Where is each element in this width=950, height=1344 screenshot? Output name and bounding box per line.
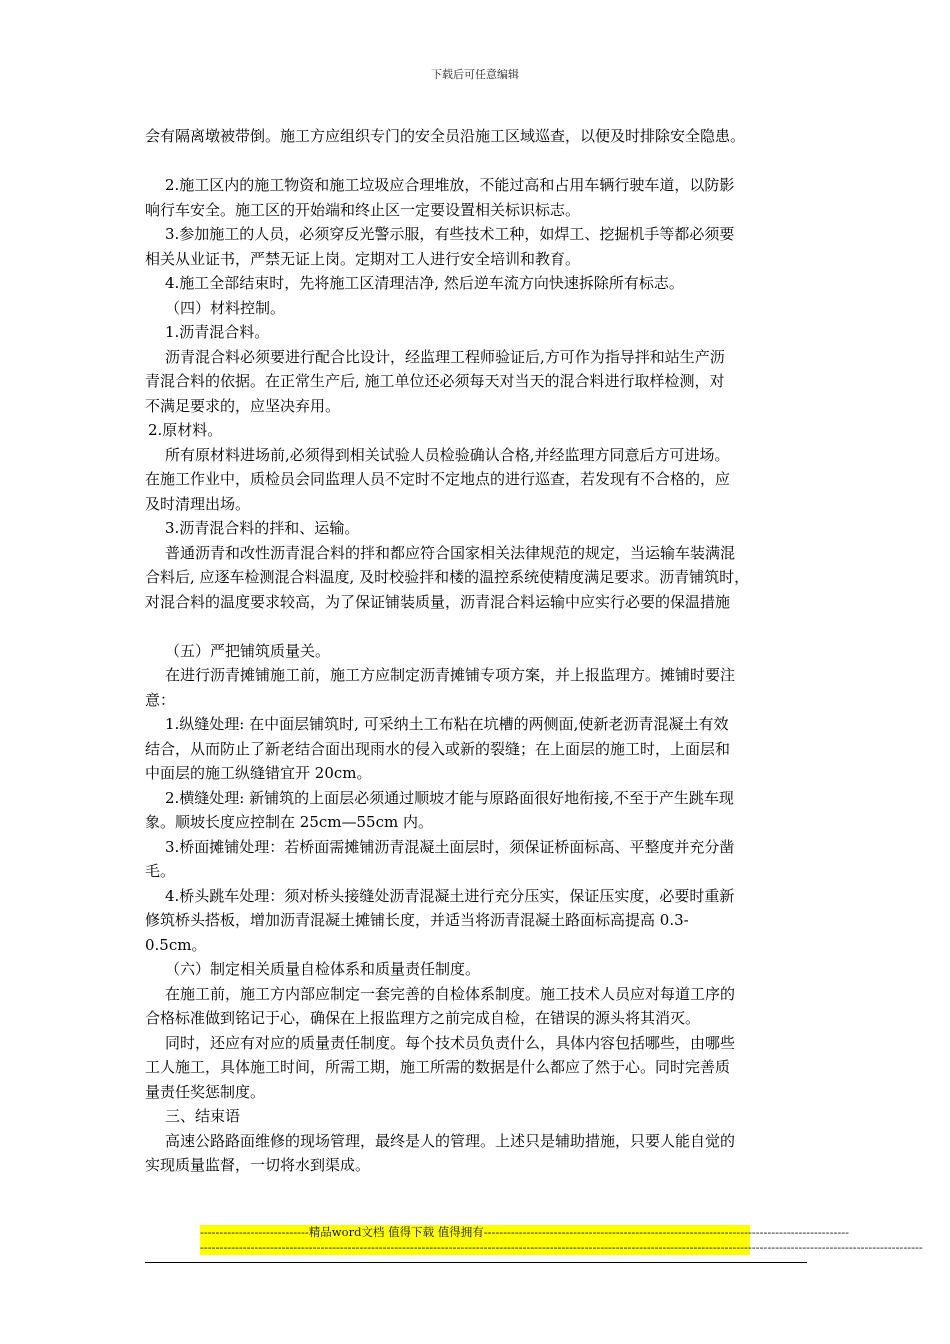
- text-line: 及时清理出场。: [145, 494, 251, 513]
- text-line: 青混合料的依据。在正常生产后, 施工单位还必须每天对当天的混合料进行取样检测，对: [145, 372, 725, 390]
- text-line: 0.5cm。: [145, 935, 207, 954]
- text-line: 对混合料的温度要求较高，为了保证铺装质量，沥青混合料运输中应实行必要的保温措施: [145, 592, 731, 611]
- text-line: 中面层的施工纵缝错宜开 20cm。: [145, 764, 372, 782]
- blank-line: [145, 149, 810, 174]
- text-line: 响行车安全。施工区的开始端和终止区一定要设置相关标识标志。: [145, 200, 581, 219]
- text-line: 不满足要求的，应坚决弃用。: [145, 396, 341, 415]
- text-line: 三、结束语: [165, 1107, 241, 1125]
- text-line: 4.桥头跳车处理：须对桥头接缝处沥青混凝土进行充分压实，保证压实度，必要时重新: [165, 886, 735, 905]
- text-line: 毛。: [145, 862, 176, 880]
- text-line: 合格标准做到铭记于心，确保在上报监理方之前完成自检，在错误的源头将其消灭。: [145, 1009, 701, 1027]
- text-line: 同时，还应有对应的质量责任制度。每个技术员负责什么，具体内容包括哪些，由哪些: [165, 1033, 736, 1052]
- text-line: （四）材料控制。: [165, 298, 286, 317]
- text-line: 合料后, 应逐车检测混合料温度, 及时校验拌和楼的温控系统使精度满足要求。沥青铺筑时，: [145, 568, 750, 586]
- text-line: 普通沥青和改性沥青混合料的拌和都应符合国家相关法律规范的规定，当运输车装满混: [165, 543, 736, 562]
- text-line: 沥青混合料必须要进行配合比设计，经监理工程师验证后,方可作为指导拌和站生产沥: [165, 347, 725, 366]
- text-line: 2.原材料。: [148, 421, 223, 439]
- text-line: （六）制定相关质量自检体系和质量责任制度。: [165, 960, 481, 978]
- text-line: 1.纵缝处理: 在中面层铺筑时, 可采纳土工布粘在坑槽的两侧面,使新老沥青混凝土有效: [165, 715, 729, 733]
- text-line: 3.参加施工的人员，必须穿反光警示服，有些技术工种，如焊工、挖掘机手等都必须要: [165, 225, 735, 243]
- text-line: 量责任奖惩制度。: [145, 1082, 266, 1101]
- text-line: 实现质量监督，一切将水到渠成。: [145, 1156, 371, 1174]
- text-line: 相关从业证书，严禁无证上岗。定期对工人进行安全培训和教育。: [145, 249, 581, 268]
- footer-banner-line-2: ------------------------------------------------------------------------------------------------------------------------------------------------------------------------------------------: [200, 1240, 923, 1254]
- text-line: 2.横缝处理: 新铺筑的上面层必须通过顺坡才能与原路面很好地衔接,不至于产生跳车现: [165, 788, 734, 807]
- text-line: 在施工作业中，质检员会同监理人员不定时不定地点的进行巡查，若发现有不合格的，应: [145, 470, 731, 488]
- text-line: 3.沥青混合料的拌和、运输。: [165, 519, 360, 537]
- text-line: 工人施工，具体施工时间，所需工期，施工所需的数据是什么都应了然于心。同时完善质: [145, 1058, 731, 1076]
- text-line: 在进行沥青摊铺施工前，施工方应制定沥青摊铺专项方案，并上报监理方。摊铺时要注: [165, 666, 736, 684]
- page-header: 下载后可任意编辑: [431, 68, 519, 81]
- footer-banner-line-1: ----------------------------精品word文档 值得下载 值得拥有----------------------------------------------------------------------------------------------: [200, 1225, 849, 1239]
- footer-banner: [200, 1225, 923, 1255]
- text-line: 意：: [145, 690, 176, 709]
- text-line: 4.施工全部结束时，先将施工区清理洁净, 然后逆车流方向快速拆除所有标志。: [165, 274, 684, 292]
- text-line: 结合，从而防止了新老结合面出现雨水的侵入或新的裂缝；在上面层的施工时，上面层和: [145, 739, 731, 758]
- text-line: 修筑桥头搭板，增加沥青混凝土摊铺长度，并适当将沥青混凝土路面标高提高 0.3-: [145, 911, 689, 929]
- text-line: 所有原材料进场前,必须得到相关试验人员检验确认合格,并经监理方同意后方可进场。: [165, 445, 730, 464]
- blank-line: [145, 614, 810, 639]
- footer-rule: [145, 1262, 807, 1263]
- document-body: [145, 124, 810, 1178]
- text-line: （五）严把铺筑质量关。: [165, 641, 331, 660]
- text-line: 3.桥面摊铺处理：若桥面需摊铺沥青混凝土面层时，须保证桥面标高、平整度并充分凿: [165, 837, 735, 856]
- text-line: 高速公路路面维修的现场管理，最终是人的管理。上述只是辅助措施，只要人能自觉的: [165, 1131, 736, 1150]
- text-line: 在施工前，施工方内部应制定一套完善的自检体系制度。施工技术人员应对每道工序的: [165, 984, 736, 1003]
- text-line: 1.沥青混合料。: [165, 323, 270, 341]
- text-line: 2.施工区内的施工物资和施工垃圾应合理堆放，不能过高和占用车辆行驶车道，以防影: [165, 176, 735, 194]
- text-line: 象。顺坡长度应控制在 25cm—55cm 内。: [145, 813, 433, 831]
- text-line: 会有隔离墩被带倒。施工方应组织专门的安全员沿施工区域巡查，以便及时排除安全隐患。: [145, 127, 746, 145]
